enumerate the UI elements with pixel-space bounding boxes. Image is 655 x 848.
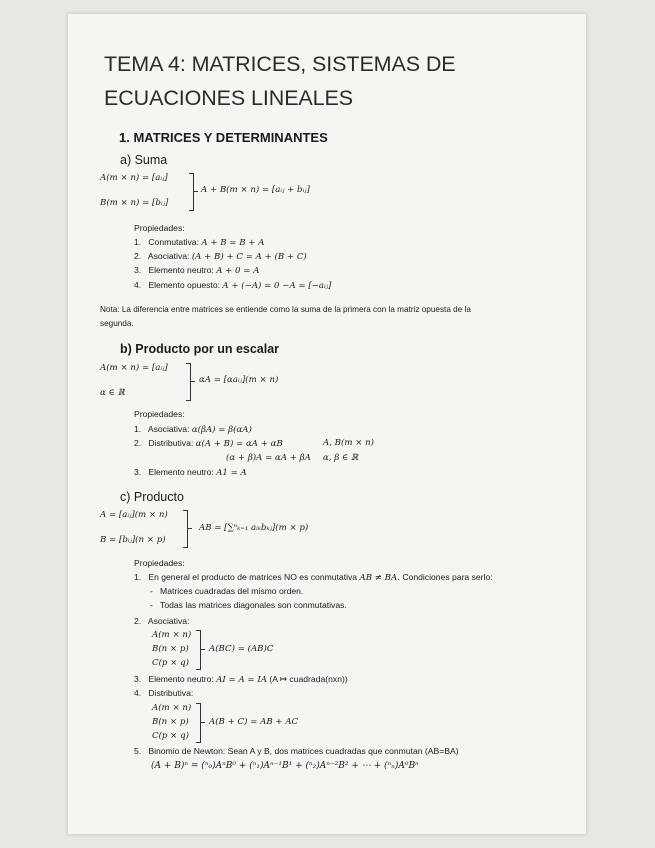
suma-brace [189,173,194,211]
producto-prop-1-text: En general el producto de matrices NO es conmutativa [148,572,358,582]
producto-prop-2 [134,616,189,626]
producto-prop-4-b: B(n × p) [152,717,189,727]
escalar-prop-3-expr: A1 = A [216,468,247,478]
producto-result: AB = [∑ⁿₖ₌₁ aᵢₖbₖⱼ](m × p) [199,523,309,533]
suma-def-a: A(m × n) = [aᵢⱼ] [100,173,168,183]
suma-prop-2-label: Asociativa: [147,251,190,261]
escalar-prop-2-cond1: A, B(m × n) [323,438,375,448]
escalar-prop-2-num: 2. [134,438,142,448]
suma-note-line2: segunda. [100,319,134,328]
producto-prop-2-c: C(p × q) [152,658,189,668]
producto-prop-4-brace-tip [201,722,205,723]
escalar-result: αA = [αaᵢⱼ](m × n) [199,375,279,385]
document-title-line2: ECUACIONES LINEALES [104,86,354,110]
producto-prop-2-a: A(m × n) [152,630,192,640]
escalar-prop-2 [134,438,283,449]
suma-prop-4-num: 4. [134,280,142,290]
producto-prop-1-text2: Condiciones para serlo: [402,572,493,582]
producto-prop-2-b: B(n × p) [152,644,189,654]
suma-props-label: Propiedades: [134,223,185,233]
escalar-prop-1-label: Asociativa: [147,424,190,434]
suma-prop-4 [134,280,331,291]
producto-prop-3-label: Elemento neutro: [148,674,214,684]
producto-prop-2-num: 2. [134,616,142,626]
suma-prop-1-expr: A + B = B + A [201,238,265,248]
escalar-prop-3-label: Elemento neutro: [148,467,214,477]
escalar-def-alpha: α ∈ ℝ [100,388,125,398]
escalar-prop-1 [134,424,252,435]
producto-prop-4-brace [196,703,201,743]
subsection-escalar-heading: b) Producto por un escalar [120,342,280,356]
producto-prop-4 [134,688,193,698]
suma-prop-2-expr: (A + B) + C = A + (B + C) [191,252,307,262]
producto-brace [183,510,188,548]
suma-brace-tip [194,191,198,192]
producto-prop-2-brace [196,630,201,670]
suma-prop-3-label: Elemento neutro: [148,265,214,275]
subsection-suma-heading: a) Suma [120,153,168,167]
producto-prop-3 [134,674,348,685]
suma-prop-1 [134,237,264,248]
suma-prop-4-expr: A + (−A) = 0 −A = [−aᵢⱼ] [222,281,332,291]
document-title-line1: TEMA 4: MATRICES, SISTEMAS DE [104,52,456,76]
escalar-prop-2-expr2: (α + β)A = αA + βA [226,453,311,463]
producto-prop-1-sub2: - Todas las matrices diagonales son conmutativas. [150,600,347,610]
producto-def-a: A = [aᵢⱼ](m × n) [100,510,168,520]
producto-prop-5-expr: (A + B)ⁿ = (ⁿ₀)AⁿB⁰ + (ⁿ₁)Aⁿ⁻¹B¹ + (ⁿ₂)Aⁿ⁻²B² + ⋯ + (ⁿₙ)A⁰Bⁿ [151,761,419,771]
suma-prop-3-expr: A + 0 = A [216,266,260,276]
producto-prop-4-label: Distributiva: [148,688,194,698]
producto-brace-tip [188,528,192,529]
escalar-brace-tip [191,381,195,382]
section-heading: 1. MATRICES Y DETERMINANTES [119,130,328,145]
suma-result: A + B(m × n) = [aᵢⱼ + bᵢⱼ] [201,185,310,195]
escalar-prop-3 [134,467,247,478]
escalar-prop-2-expr1: α(A + B) = αA + αB [195,439,283,449]
producto-prop-2-label: Asociativa: [147,616,190,626]
escalar-prop-3-num: 3. [134,467,142,477]
escalar-prop-1-expr: α(βA) = β(αA) [191,425,252,435]
producto-prop-3-num: 3. [134,674,142,684]
suma-prop-2 [134,251,307,262]
suma-prop-3 [134,265,259,276]
producto-prop-3-expr: AI = A = IA [216,675,267,685]
escalar-brace [186,363,191,401]
producto-props-label: Propiedades: [134,558,185,568]
producto-prop-4-c: C(p × q) [152,731,189,741]
subsection-producto-heading: c) Producto [120,490,184,504]
producto-prop-1 [134,572,493,583]
producto-prop-1-sub2-text: Todas las matrices diagonales son conmutativas. [160,600,347,610]
producto-prop-5-text: Binomio de Newton: Sean A y B, dos matrices cuadradas que conmutan (AB=BA) [148,746,459,756]
producto-prop-4-a: A(m × n) [152,703,192,713]
producto-prop-4-num: 4. [134,688,142,698]
producto-prop-1-sub1-text: Matrices cuadradas del mismo orden. [160,586,304,596]
suma-prop-2-num: 2. [134,251,142,261]
escalar-props-label: Propiedades: [134,409,185,419]
suma-prop-3-num: 3. [134,265,142,275]
producto-prop-5-num: 5. [134,746,142,756]
suma-note-line1: Nota: La diferencia entre matrices se entiende como la suma de la primera con la matriz opuesta de la [100,305,471,314]
producto-prop-3-note: (A ↦ cuadrada(nxn)) [269,674,348,684]
producto-def-b: B = [bᵢⱼ](n × p) [100,535,166,545]
producto-prop-2-brace-tip [201,649,205,650]
suma-prop-1-label: Conmutativa: [148,237,199,247]
suma-prop-4-label: Elemento opuesto: [148,280,221,290]
producto-prop-4-expr: A(B + C) = AB + AC [209,717,299,727]
producto-prop-5 [134,746,459,756]
suma-def-b: B(m × n) = [bᵢⱼ] [100,198,169,208]
escalar-def-a: A(m × n) = [aᵢⱼ] [100,363,168,373]
escalar-prop-1-num: 1. [134,424,142,434]
producto-prop-1-num: 1. [134,572,142,582]
producto-prop-1-expr: AB ≠ BA. [359,573,400,583]
producto-prop-2-expr: A(BC) = (AB)C [209,644,274,654]
producto-prop-1-sub1: - Matrices cuadradas del mismo orden. [150,586,304,596]
escalar-prop-2-label: Distributiva: [148,438,194,448]
suma-prop-1-num: 1. [134,237,142,247]
escalar-prop-2-cond2: α, β ∈ ℝ [323,453,359,463]
